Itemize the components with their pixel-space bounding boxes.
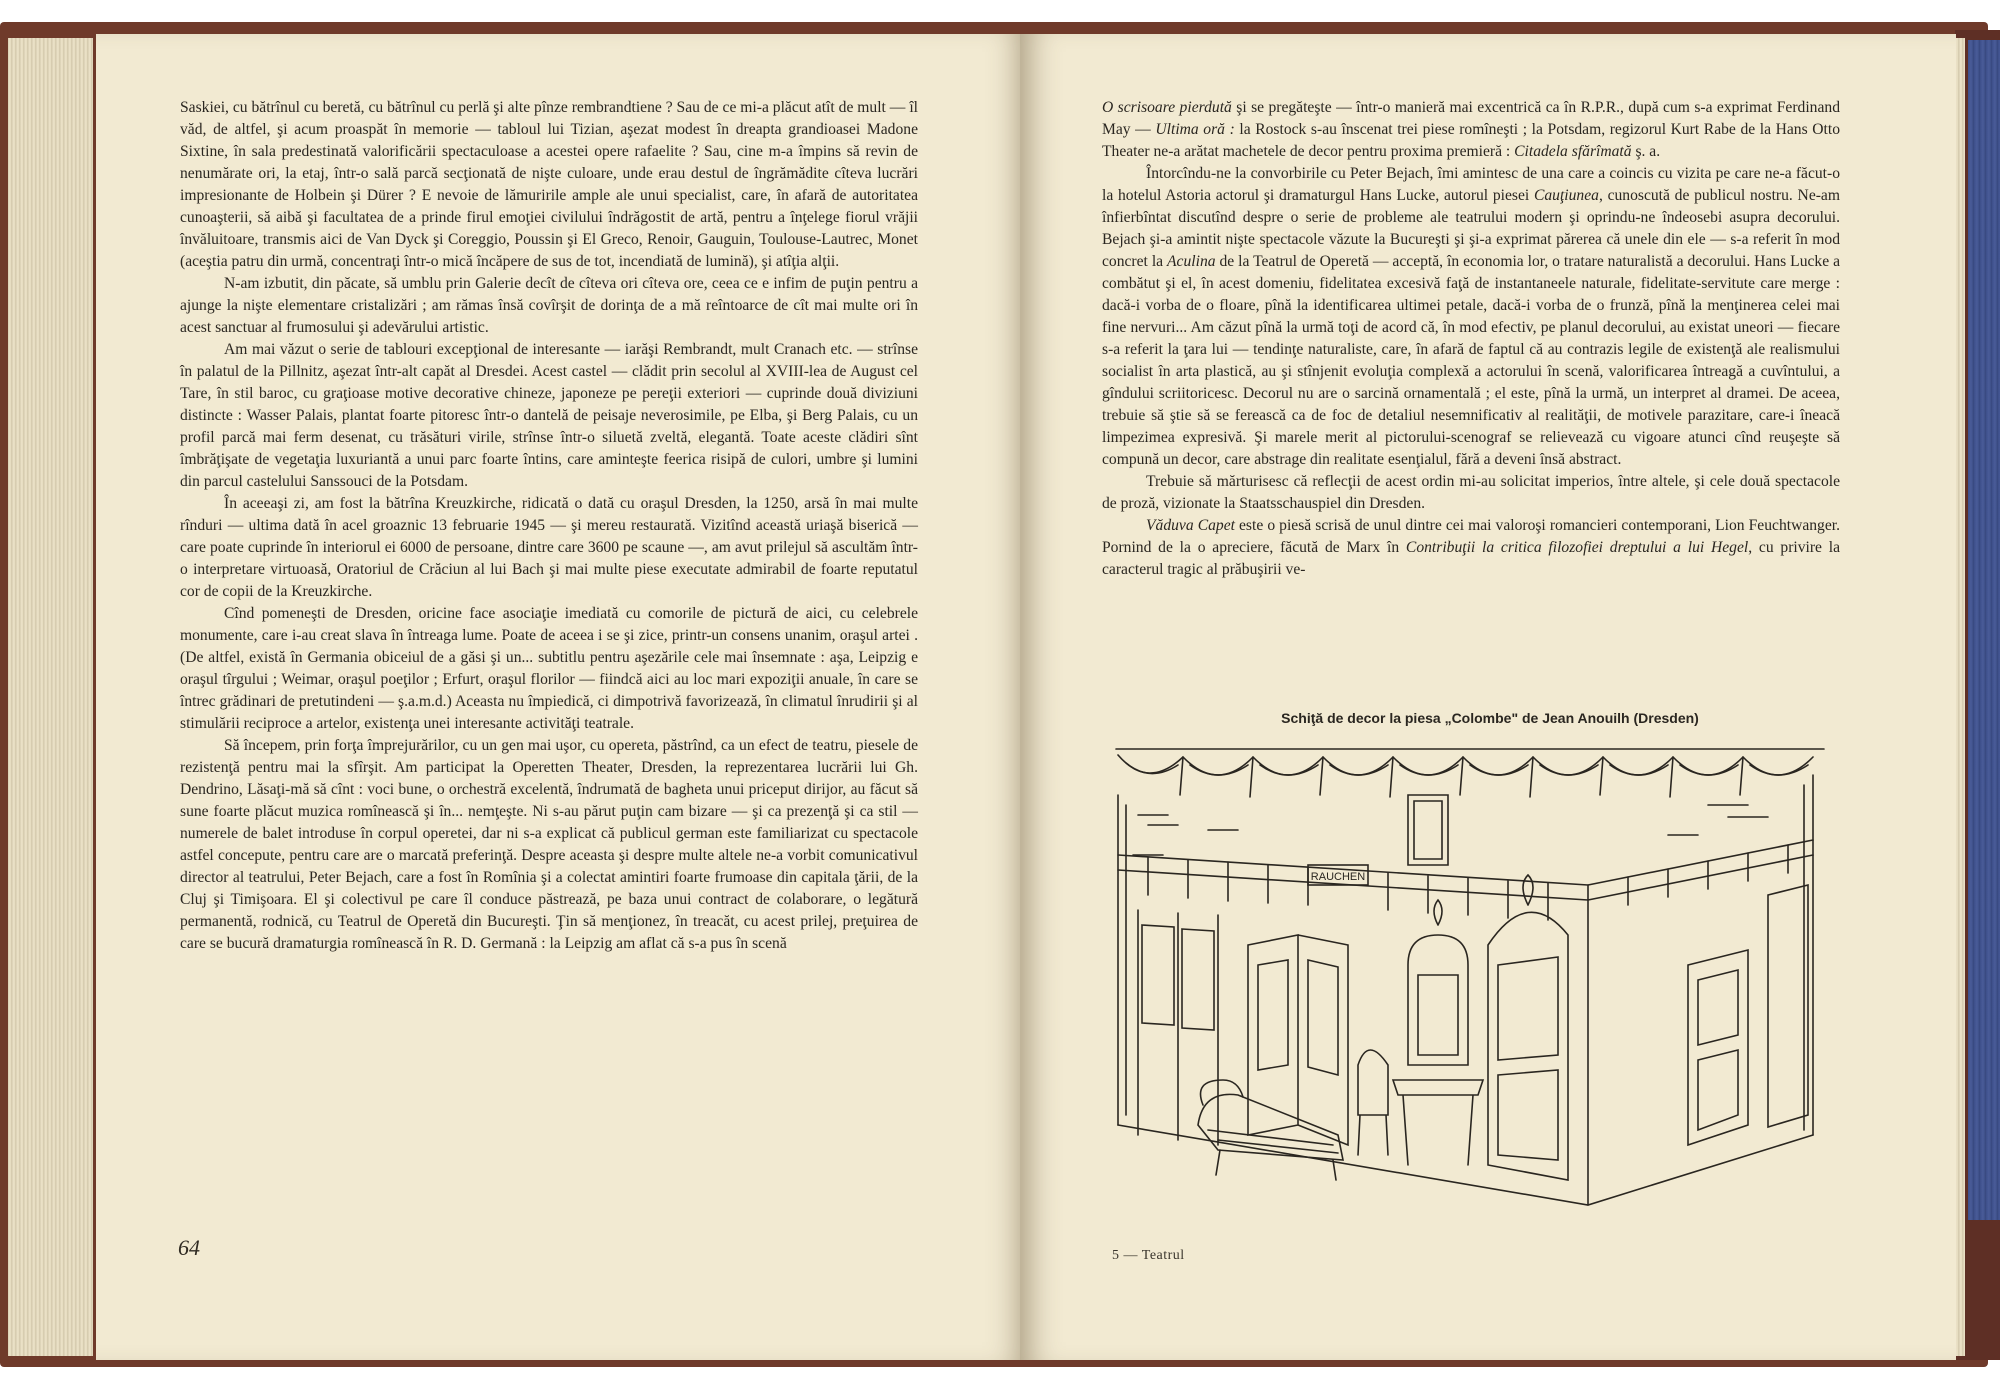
paragraph: N-am izbutit, din păcate, să umblu prin Galerie decît de cîteva ori cîteva ore, ceea ce e infim de puţin pentru a ajunge la nişte elementare cristalizări ; am rămas însă covîrşit de dorinţa de a mă reîntoarce de cît mai multe ori în acest sanctuar al frumosului şi adevărului artistic. <box>180 275 918 336</box>
sketch-sign-label: RAUCHEN <box>1310 871 1366 883</box>
page-stack-left <box>8 38 93 1356</box>
bookmark-strip <box>1968 40 2000 1220</box>
paragraph: Am mai văzut o serie de tablouri excepţional de interesante — iarăşi Rembrandt, mult Cranach etc. — strînse în palatul de la Pillnitz, aşezat într-alt capăt al Dresdei. Acest castel — clădit prin secolul al XVIII-lea de August cel Tare, în stil baroc, cu graţioase motive decorative chineze, japoneze pe pereţii exteriori — cuprinde două diviziuni distincte : Wasser Palais, plantat foarte pitoresc într-o dantelă de peisaje neverosimile, pe Elba, şi Berg Palais, cu un profil parcă mai ferm desenat, cu trăsături virile, strînse într-o siluetă zveltă, elegantă. Toate aceste clădiri sînt îmbrăţişate de vegetaţia luxuriantă a unui parc foarte întins, care aminteşte feerica risipă de culori, umbre şi lumini din parcul castelului Sanssouci de la Potsdam. <box>180 341 918 490</box>
paragraph: Saskiei, cu bătrînul cu beretă, cu bătrînul cu perlă şi alte pînze rembrandtiene ? Sau de ce mi-a plăcut atît de mult — îl văd, de altfel, şi acum proaspăt în memorie — tabloul lui Tizian, aşezat modest în dreapta grandioasei Madone Sixtine, în sala predestinată valorificării spectaculoase a acestei opere rafaelite ? Sau, cine m-a împins să revin de nenumărate ori, la etaj, într-o sală parcă secţionată de nişte culoare, unde erau destul de îngrămădite cîteva lucrări impresionante de Holbein şi Dürer ? E nevoie de lămuririle ample ale unui specialist, care, în afară de autoritatea cunoaşterii, să aibă şi facultatea de a prinde firul emoţiei civilului îndrăgostit de artă, pentru a înţelege fiorul vrăjii învăluitoare, transmis aici de Van Dyck şi Coreggio, Poussin şi El Greco, Renoir, Gauguin, Toulouse-Lautrec, Monet (aceştia patru din urmă, concentraţi într-o mică încăpere de sus de tot, incendiată de lumină), şi atîţia alţii. <box>180 99 918 270</box>
paragraph: În aceeaşi zi, am fost la bătrîna Kreuzkirche, ridicată o dată cu oraşul Dresden, la 1250, arsă în mai multe rînduri — ultima dată în acel groaznic 13 februarie 1945 — şi mereu restaurată. Vizitînd această uriaşă biserică — care poate cuprinde în interiorul ei 6000 de persoane, dintre care 3600 pe scaune —, am avut prilejul să ascultăm într-o interpretare virtuoasă, Oratoriul de Crăciun al lui Bach şi mai multe piese executate admirabil de foarte reputatul cor de copii de la Kreuzkirche. <box>180 495 918 600</box>
paragraph: Văduva Capet este o piesă scrisă de unul dintre cei mai valoroşi romancieri contemporani, Lion Feuchtwanger. Pornind de la o apreciere, făcută de Marx în Contribuţii la critica filozofiei dreptului a lui Hegel, cu privire la caracterul tragic al prăbuşirii ve- <box>1102 517 1841 578</box>
figure-caption: Schiţă de decor la piesa „Colombe" de Jean Anouilh (Dresden) <box>1281 710 1699 726</box>
paragraph: Trebuie să mărturisesc că reflecţii de acest ordin mi-au solicitat imperios, între altele, şi cele două spectacole de proză, vizionate la Staatsschauspiel din Dresden. <box>1102 473 1840 512</box>
page-footer: 5 — Teatrul <box>1112 1248 1185 1263</box>
right-page-text <box>1102 97 1840 581</box>
left-page-text <box>180 97 918 955</box>
paragraph: Întorcîndu-ne la convorbirile cu Peter Bejach, îmi amintesc de una care a coincis cu vizita pe care ne-a făcut-o la hotelul Astoria actorul şi dramaturgul Hans Lucke, autorul piesei Cauţiunea, cunoscută de publicul nostru. Ne-am înfierbîntat discutînd despre o serie de probleme ale teatrului modern şi oprindu-ne îndeosebi asupra decorului. Bejach şi-a amintit nişte spectacole văzute la Bucureşti şi şi-a exprimat părerea că unele din ele — s-a referit în mod concret la Aculina de la Teatrul de Operetă — acceptă, în economia lor, o tratare naturalistă a decorului. Hans Lucke a combătut şi el, în acest domeniu, fidelitatea excesivă faţă de instantaneele naturale, fidelitate-servitute care merge : dacă-i vorba de o floare, pînă la identificarea ultimei petale, dacă-i vorba de o frunză, pînă la menţinerea celei mai fine nervuri... Am căzut pînă la urmă toţi de acord că, în mod efectiv, pe planul decorului, au existat uneori — fiecare s-a referit la ţara lui — tendinţe naturaliste, care, în afară de faptul că au contrazis legile de existenţă ale realismului socialist în arta plastică, au şi stînjenit evoluţia complexă a actorului în scenă, valorificarea întreagă a cuvîntului, a gîndului scriitoricesc. Decorul nu are o sarcină ornamentală ; el este, pînă la urmă, un interpret al dramei. De aceea, trebuie să ştie să se ferească ca de foc de detaliul nesemnificativ al realităţii, de motivele parazitare, care-i îneacă limpezimea expresivă. Şi marele merit al pictorului-scenograf se relievează cu vigoare atunci cînd reuşeşte să compună un decor, care abstrage din realitate esenţialul, fără a deveni însă abstract. <box>1102 165 1840 468</box>
paragraph: Să începem, prin forţa împrejurărilor, cu un gen mai uşor, cu opereta, păstrînd, ca un efect de teatru, piesele de rezistenţă pentru mai la sfîrşit. Am participat la Operetten Theater, Dresden, la reprezentarea lucrării lui Gh. Dendrino, Lăsaţi-mă să cînt : voci bune, o orchestră excelentă, îndrumată de bagheta unui priceput dirijor, au făcut să sune foarte plăcut muzica romînească şi în... nemţeşte. Ni s-au părut puţin cam bizare — şi ca prezenţă şi ca stil — numerele de balet introduse în corpul operetei, dar ni s-a explicat că publicul german este familiarizat cu spectacole astfel concepute, pentru care are o marcată preferinţă. Despre aceasta şi despre multe altele ne-a vorbit comunicativul director al teatrului, Peter Bejach, care a fost în Romînia şi a colectat amintiri foarte frumoase din capitala ţării, de la Cluj şi Timişoara. El şi colectivul pe care îl conduce păstrează, pe baza unui contract de colaborare, o legătură permanentă, rodnică, cu Teatrul de Operetă din Bucureşti. Ţin să menţionez, în treacăt, cu acest prilej, preţuirea de care se bucură dramaturgia romînească în R. D. Germană : la Leipzig am aflat că s-a pus în scenă <box>180 737 918 952</box>
stage-set-sketch <box>1108 735 1832 1235</box>
paragraph: Cînd pomeneşti de Dresden, oricine face asociaţie imediată cu comorile de pictură de aici, cu celebrele monumente, care i-au creat slava în întreaga lume. Poate de aceea i se şi zice, printr-un consens unanim, oraşul artei .(De altfel, există în Germania obiceiul de a găsi şi un... subtitlu pentru aşezările cele mai însemnate : aşa, Leipzig e oraşul tîrgului ; Weimar, oraşul poeţilor ; Erfurt, oraşul florilor — fiindcă aici au loc mari expoziţii anuale, în care se întrec grădinari de pretutindeni — ş.a.m.d.) Aceasta nu împiedică, ci dimpotrivă favorizează, în climatul înrudirii şi al stimulării reciproce a artelor, existenţa unei interesante activităţi teatrale. <box>180 605 918 732</box>
page-number: 64 <box>178 1235 200 1260</box>
paragraph: O scrisoare pierdută şi se pregăteşte — într-o manieră mai excentrică ca în R.P.R., după cum s-a exprimat Ferdinand May — Ultima oră : la Rostock s-au înscenat trei piese romîneşti ; la Potsdam, regizorul Kurt Rabe de la Hans Otto Theater ne-a arătat machetele de decor pentru proxima premieră : Citadela sfărîmată ş. a. <box>1102 99 1840 160</box>
